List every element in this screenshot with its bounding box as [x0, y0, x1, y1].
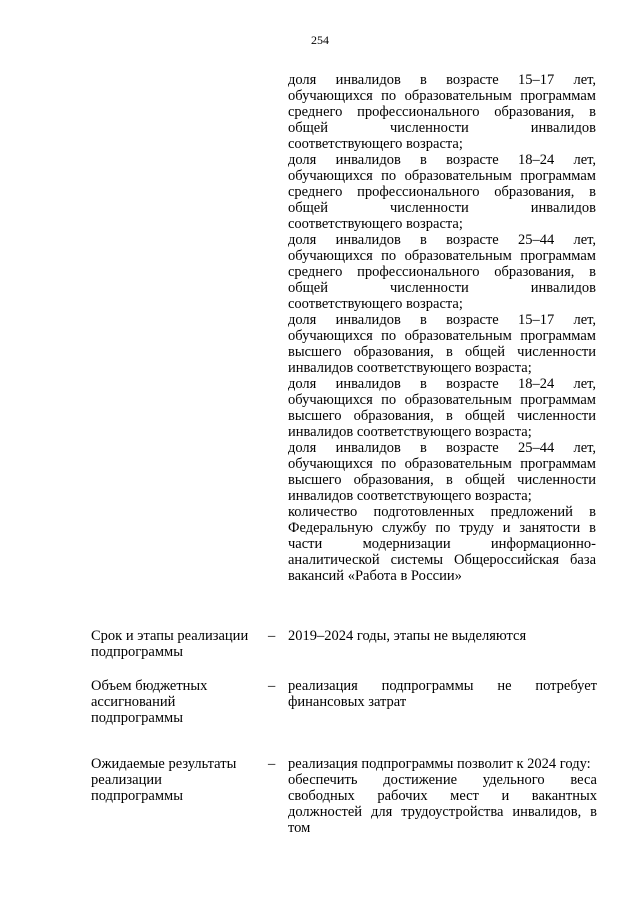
passport-label: Срок и этапы реализации подпрограммы [91, 628, 249, 660]
indicator-item: доля инвалидов в возрасте 15–17 лет, обучающихся по образовательным программам высшего образования, в общей численности инвалидов соответствующего возраста; [288, 312, 596, 376]
passport-dash: – [268, 756, 276, 772]
indicators-list [288, 72, 596, 584]
page-number: 254 [311, 33, 329, 47]
results-item: обеспечить достижение удельного веса свободных рабочих мест и вакантных должностей для трудоустройства инвалидов, в том [288, 772, 597, 836]
indicator-item: доля инвалидов в возрасте 25–44 лет, обучающихся по образовательным программам высшего образования, в общей численности инвалидов соответствующего возраста; [288, 440, 596, 504]
passport-value: 2019–2024 годы, этапы не выделяются [288, 628, 527, 644]
indicator-item: количество подготовленных предложений в Федеральную службу по труду и занятости в части модернизации информационно-аналитической системы Общероссийская база вакансий «Работа в России» [288, 504, 596, 584]
passport-label: Объем бюджетных ассигнований подпрограммы [91, 678, 208, 726]
passport-value: реализация подпрограммы не потребует финансовых затрат [288, 678, 597, 710]
passport-label: Ожидаемые результаты реализации подпрограммы [91, 756, 237, 804]
passport-dash: – [268, 628, 276, 644]
indicator-item: доля инвалидов в возрасте 18–24 лет, обучающихся по образовательным программам высшего образования, в общей численности инвалидов соответствующего возраста; [288, 376, 596, 440]
indicator-item: доля инвалидов в возрасте 18–24 лет, обучающихся по образовательным программам среднего профессионального образования, в общей численности инвалидов соответствующего возраста; [288, 152, 596, 232]
results-intro: реализация подпрограммы позволит к 2024 году: [288, 756, 591, 772]
passport-dash: – [268, 678, 276, 694]
indicator-item: доля инвалидов в возрасте 15–17 лет, обучающихся по образовательным программам среднего профессионального образования, в общей численности инвалидов соответствующего возраста; [288, 72, 596, 152]
passport-value [288, 756, 597, 836]
indicator-item: доля инвалидов в возрасте 25–44 лет, обучающихся по образовательным программам среднего профессионального образования, в общей численности инвалидов соответствующего возраста; [288, 232, 596, 312]
